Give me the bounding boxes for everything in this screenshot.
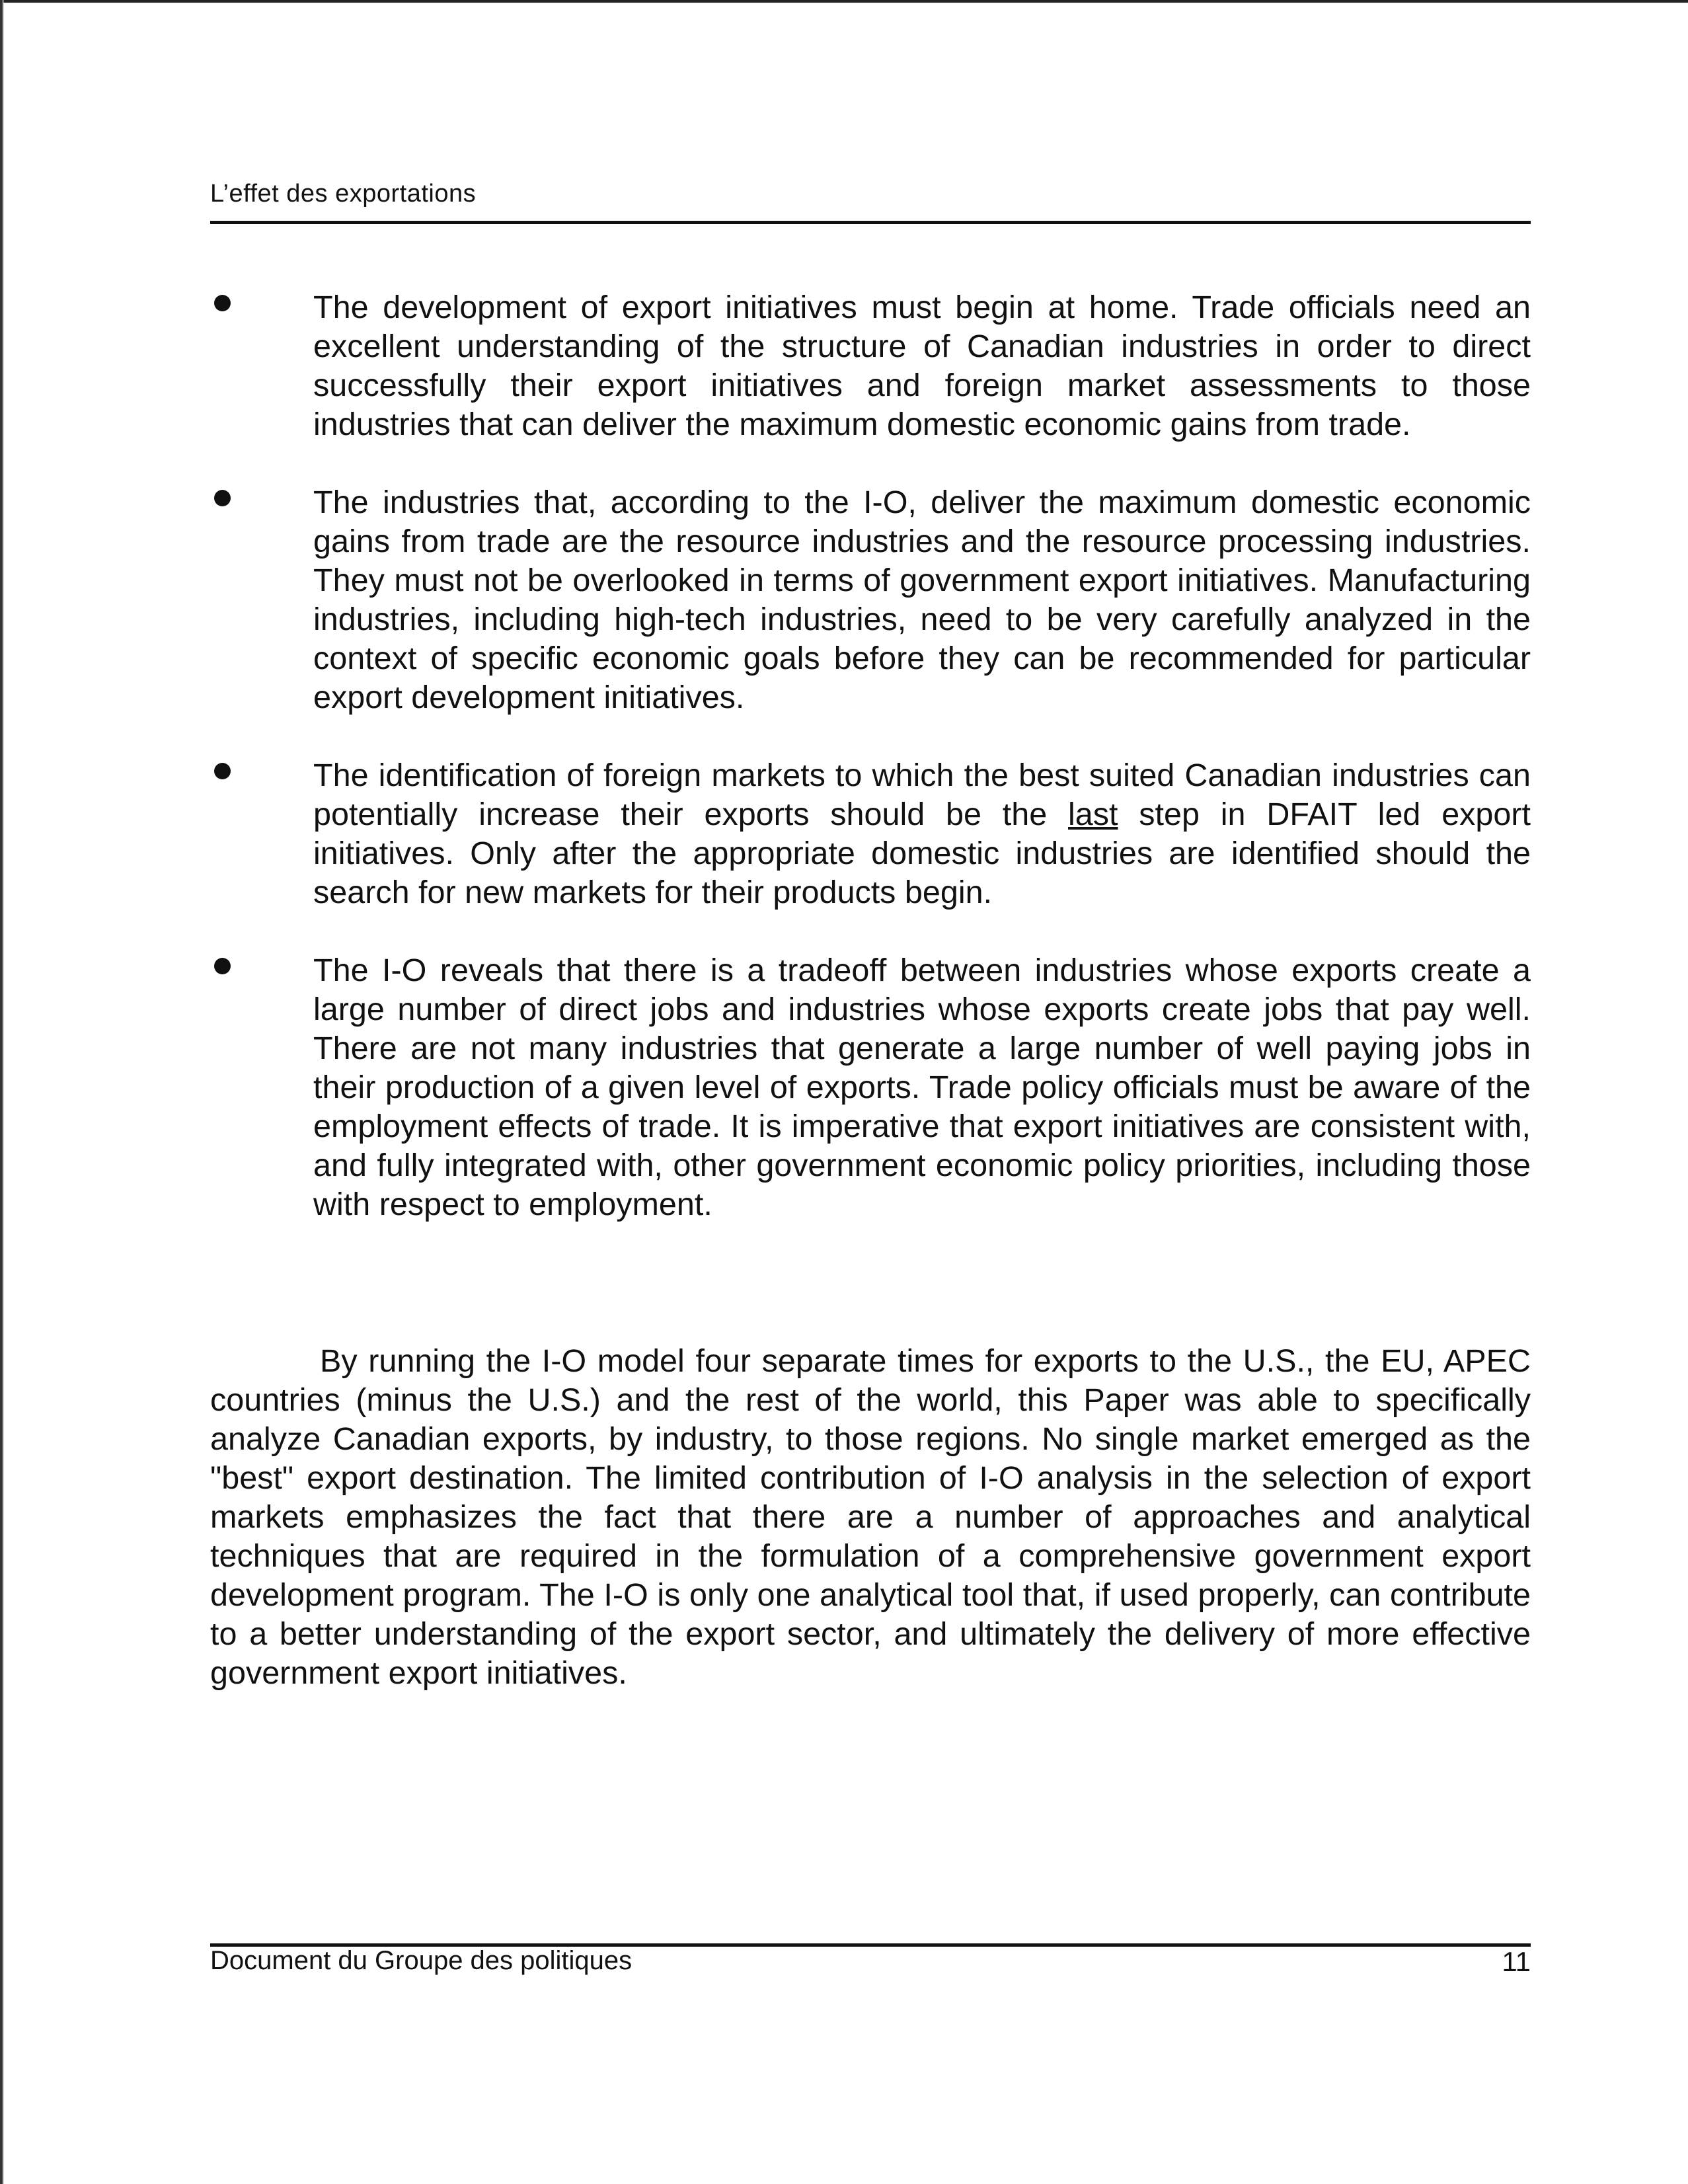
bullet-item <box>210 951 1531 1224</box>
header-rule <box>210 221 1531 224</box>
bullet-dot-icon <box>214 295 231 311</box>
bullet-dot-icon <box>214 490 231 506</box>
closing-paragraph: By running the I-O model four separate times for exports to the U.S., the EU, APEC countries (minus the U.S.) and the rest of the world, this Paper was able to specifically analyze Canadian exports, by industry, to those regions. No single market emerged as the "best" export destination. The limited contribution of I-O analysis in the selection of export markets emphasizes the fact that there are a number of approaches and analytical techniques that are required in the formulation of a comprehensive government export development program. The I-O is only one analytical tool that, if used properly, can contribute to a better understanding of the export sector, and ultimately the delivery of more effective government export initiatives. <box>210 1343 1531 1691</box>
bullet-item <box>210 483 1531 717</box>
bullet-text <box>313 756 1531 912</box>
underlined-word: last <box>1068 797 1118 832</box>
bullet-dot-icon <box>214 763 231 779</box>
bullet-list <box>210 288 1531 1263</box>
bullet-item <box>210 756 1531 912</box>
bullet-item <box>210 288 1531 444</box>
scan-top-edge <box>0 0 1688 7</box>
footer-label: Document du Groupe des politiques <box>210 1946 633 1975</box>
scan-left-edge <box>0 0 4 2184</box>
bullet-text-part: step in DFAIT led export initiatives. Only after the appropriate domestic industries are identified should the search for new markets for their products begin. <box>313 797 1531 910</box>
bullet-text: The development of export initiatives must begin at home. Trade officials need an excellent understanding of the structure of Canadian industries in order to direct successfully their export initiatives and foreign market assessments to those industries that can deliver the maximum domestic economic gains from trade. <box>313 290 1531 442</box>
bullet-text-part: The identification of foreign markets to which the best suited Canadian industries can potentially increase their exports should be the <box>313 758 1531 832</box>
page-number: 11 <box>1502 1946 1531 1977</box>
bullet-dot-icon <box>214 958 231 974</box>
bullet-text: The I-O reveals that there is a tradeoff between industries whose exports create a large number of direct jobs and industries whose exports create jobs that pay well. There are not many industries that generate a large number of well paying jobs in their production of a given level of exports. Trade policy officials must be aware of the employment effects of trade. It is imperative that export initiatives are consistent with, and fully integrated with, other government economic policy priorities, including those with respect to employment. <box>313 953 1531 1222</box>
running-header: L’effet des exportations <box>210 180 477 208</box>
bullet-text: The industries that, according to the I-O, deliver the maximum domestic economic gains from trade are the resource industries and the resource processing industries. They must not be overlooked in terms of government export initiatives. Manufacturing industries, including high-tech industries, need to be very carefully analyzed in the context of specific economic goals before they can be recommended for particular export development initiatives. <box>313 485 1531 715</box>
